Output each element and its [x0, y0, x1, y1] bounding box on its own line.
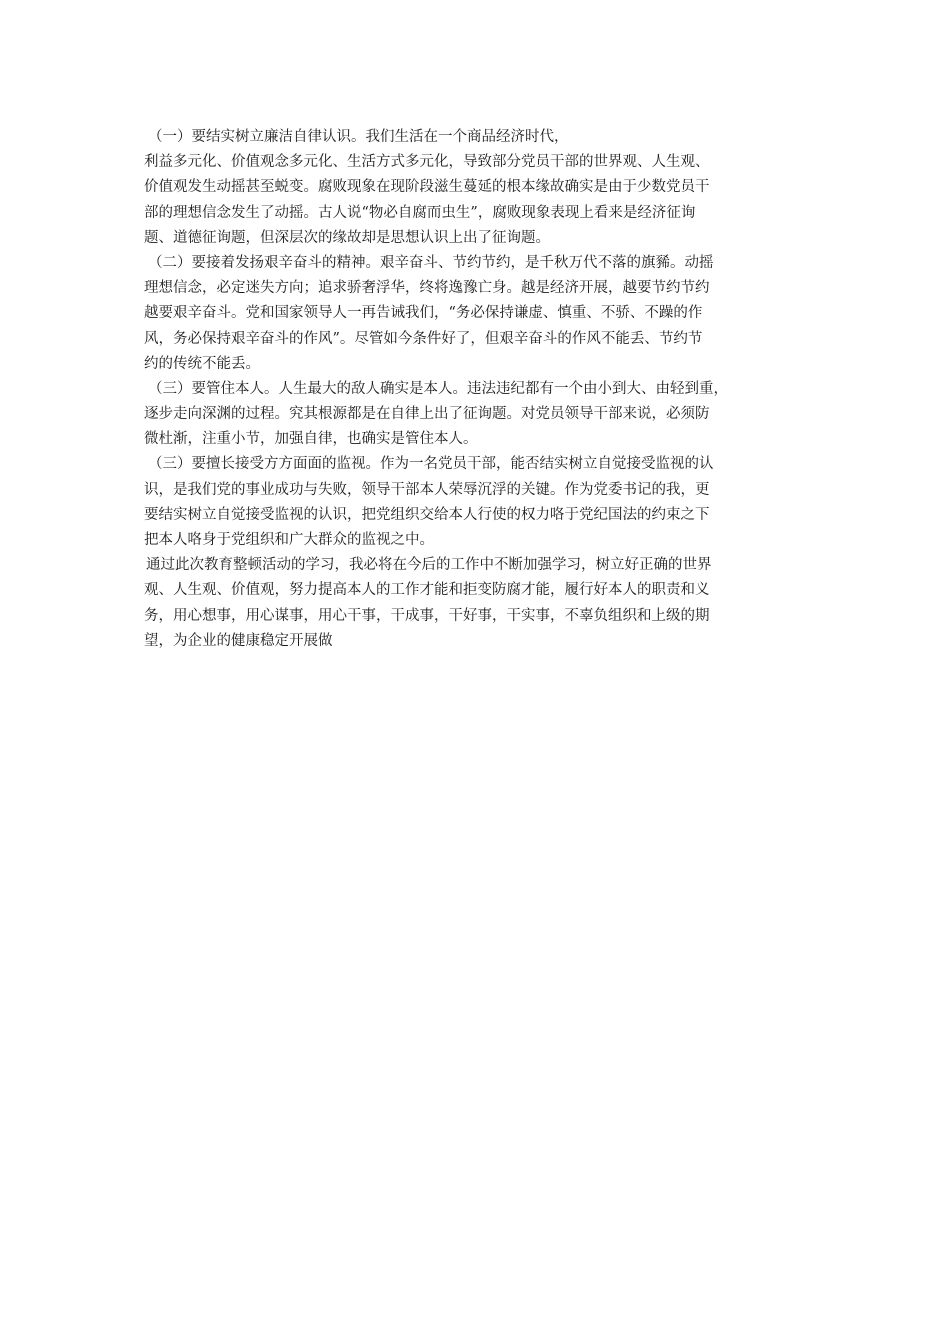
paragraph-1 [144, 125, 812, 251]
text-line: （二）要接着发扬艰辛奋斗的精神。艰辛奋斗、节约节约，是千秋万代不落的旗豨。动摇 [148, 254, 714, 271]
document-body [144, 125, 812, 654]
paragraph-5 [144, 553, 812, 654]
text-line: 部的理想信念发生了动摇。古人说“物必自腐而虫生”，腐败现象表现上看来是经济征询 [144, 204, 696, 221]
text-line: 题、道德征询题，但深层次的缘故却是思想认识上出了征询题。 [144, 229, 550, 246]
text-line: 逐步走向深渊的过程。究其根源都是在自律上出了征询题。对党员领导干部来说，必须防 [144, 406, 710, 423]
text-line: 价值观发生动摇甚至蜕变。腐败现象在现阶段滋生蔓延的根本缘故确实是由于少数党员干 [144, 179, 710, 196]
text-line: 通过此次教育整顿活动的学习，我必将在今后的工作中不断加强学习，树立好正确的世界 [146, 557, 712, 574]
text-line: 要结实树立自觉接受监视的认识，把党组织交给本人行使的权力咯于党纪国法的约束之下 [144, 506, 710, 523]
text-line: 观、人生观、价值观，努力提高本人的工作才能和拒变防腐才能，履行好本人的职责和义 [144, 582, 710, 599]
text-line: 微杜渐，注重小节，加强自律，也确实是管住本人。 [144, 431, 478, 448]
text-line: 识，是我们党的事业成功与失败，领导干部本人荣辱沉浮的关键。作为党委书记的我，更 [144, 481, 710, 498]
paragraph-2 [144, 251, 812, 377]
text-line: （三）要擅长接受方方面面的监视。作为一名党员干部，能否结实树立自觉接受监视的认 [148, 456, 714, 473]
text-line: 把本人咯身于党组织和广大群众的监视之中。 [144, 532, 434, 548]
text-line: （三）要管住本人。人生最大的敌人确实是本人。违法违纪都有一个由小到大、由轻到重， [148, 380, 728, 397]
paragraph-3 [144, 377, 812, 453]
text-line: 越要艰辛奋斗。党和国家领导人一再告诫我们，“务必保持谦虚、慎重、不骄、不躁的作 [144, 305, 703, 322]
text-line: 约的传统不能丢。 [144, 355, 260, 372]
text-line: 务，用心想事，用心谋事，用心干事，干成事，干好事，干实事，不辜负组织和上级的期 [144, 607, 710, 624]
text-line: 望，为企业的健康稳定开展做 [144, 632, 333, 649]
text-line: 利益多元化、价值观念多元化、生活方式多元化，导致部分党员干部的世界观、人生观、 [144, 154, 710, 171]
text-line: 理想信念，必定迷失方向；追求骄奢浮华，终将逸豫亡身。越是经济开展，越要节约节约 [144, 280, 710, 297]
text-line: （一）要结实树立廉洁自律认识。我们生活在一个商品经济时代， [148, 129, 569, 145]
paragraph-4 [144, 452, 812, 553]
text-line: 风，务必保持艰辛奋斗的作风”。尽管如今条件好了，但艰辛奋斗的作风不能丢、节约节 [144, 330, 703, 347]
